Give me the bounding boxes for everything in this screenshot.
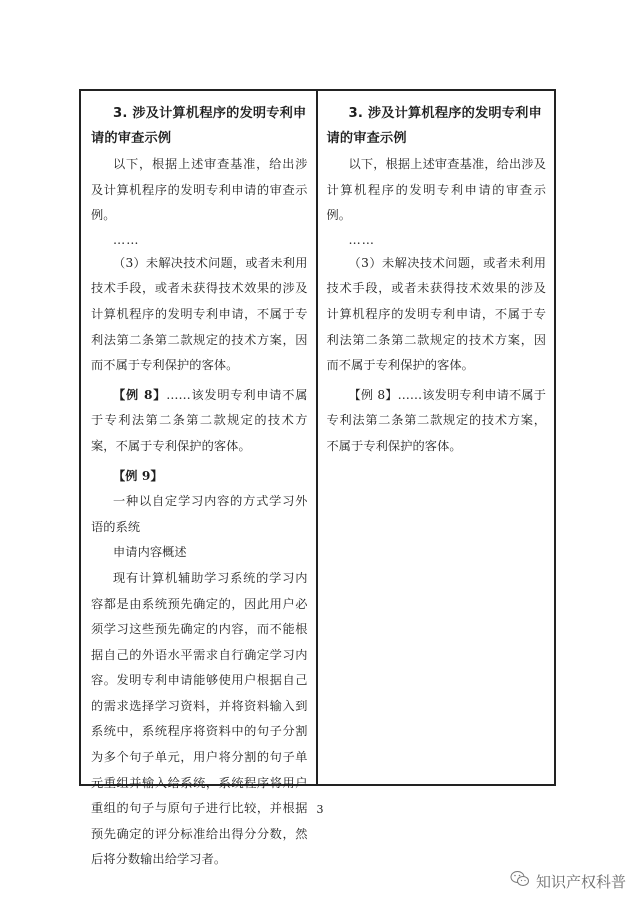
ellipsis: …… xyxy=(113,232,140,247)
example-8-label: 【例 8】 xyxy=(348,387,398,402)
watermark xyxy=(510,870,626,892)
intro-paragraph: 以下，根据上述审查基准，给出涉及计算机程序的发明专利申请的审查示例。 xyxy=(326,157,546,223)
wechat-icon xyxy=(510,870,530,892)
clause-paragraph: （3）未解决技术问题，或者未利用技术手段，或者未获得技术效果的涉及计算机程序的发明专利申请，不属于专利法第二条第二款规定的技术方案，因而不属于专利保护的客体。 xyxy=(91,255,308,373)
example-9-title: 一种以自定学习内容的方式学习外语的系统 xyxy=(91,494,308,534)
page-number: 3 xyxy=(316,803,324,816)
example-8-text: ……该发明专利申请不属于专利法第二条第二款规定的技术方案，不属于专利保护的客体。 xyxy=(326,387,546,453)
section-heading: 3. 涉及计算机程序的发明专利申请的审查示例 xyxy=(326,106,542,146)
section-heading: 3. 涉及计算机程序的发明专利申请的审查示例 xyxy=(91,106,307,146)
example-8-label: 【例 8】 xyxy=(113,387,167,402)
summary-paragraph: 现有计算机辅助学习系统的学习内容都是由系统预先确定的，因此用户必须学习这些预先确定的内容，而不能根据自己的外语水平需求自行确定学习内容。发明专利申请能够使用户根据自己的需求选择学习资料，并将资料输入到系统中，系统程序将资料中的句子分割为多个句子单元，用户将分割的句子单元重组并输入给系统，系统程序将用户重组的句子与原句子进行比较，并根据预先确定的评分标准给出得分分数，然后将分数输出给学习者。 xyxy=(91,570,308,867)
example-9-label: 【例 9】 xyxy=(113,468,163,483)
example-8-paragraph xyxy=(91,383,308,460)
ellipsis: …… xyxy=(348,232,375,247)
right-column xyxy=(318,91,555,784)
example-8-text: ……该发明专利申请不属于专利法第二条第二款规定的技术方案，不属于专利保护的客体。 xyxy=(91,387,308,453)
comparison-table xyxy=(79,89,556,867)
summary-heading: 申请内容概述 xyxy=(113,545,187,560)
clause-paragraph: （3）未解决技术问题，或者未利用技术手段，或者未获得技术效果的涉及计算机程序的发明专利申请，不属于专利法第二条第二款规定的技术方案，因而不属于专利保护的客体。 xyxy=(326,255,546,373)
example-8-paragraph xyxy=(327,383,547,460)
left-column xyxy=(81,91,318,867)
intro-paragraph: 以下，根据上述审查基准，给出涉及计算机程序的发明专利申请的审查示例。 xyxy=(91,157,308,223)
watermark-text: 知识产权科普 xyxy=(535,872,626,891)
